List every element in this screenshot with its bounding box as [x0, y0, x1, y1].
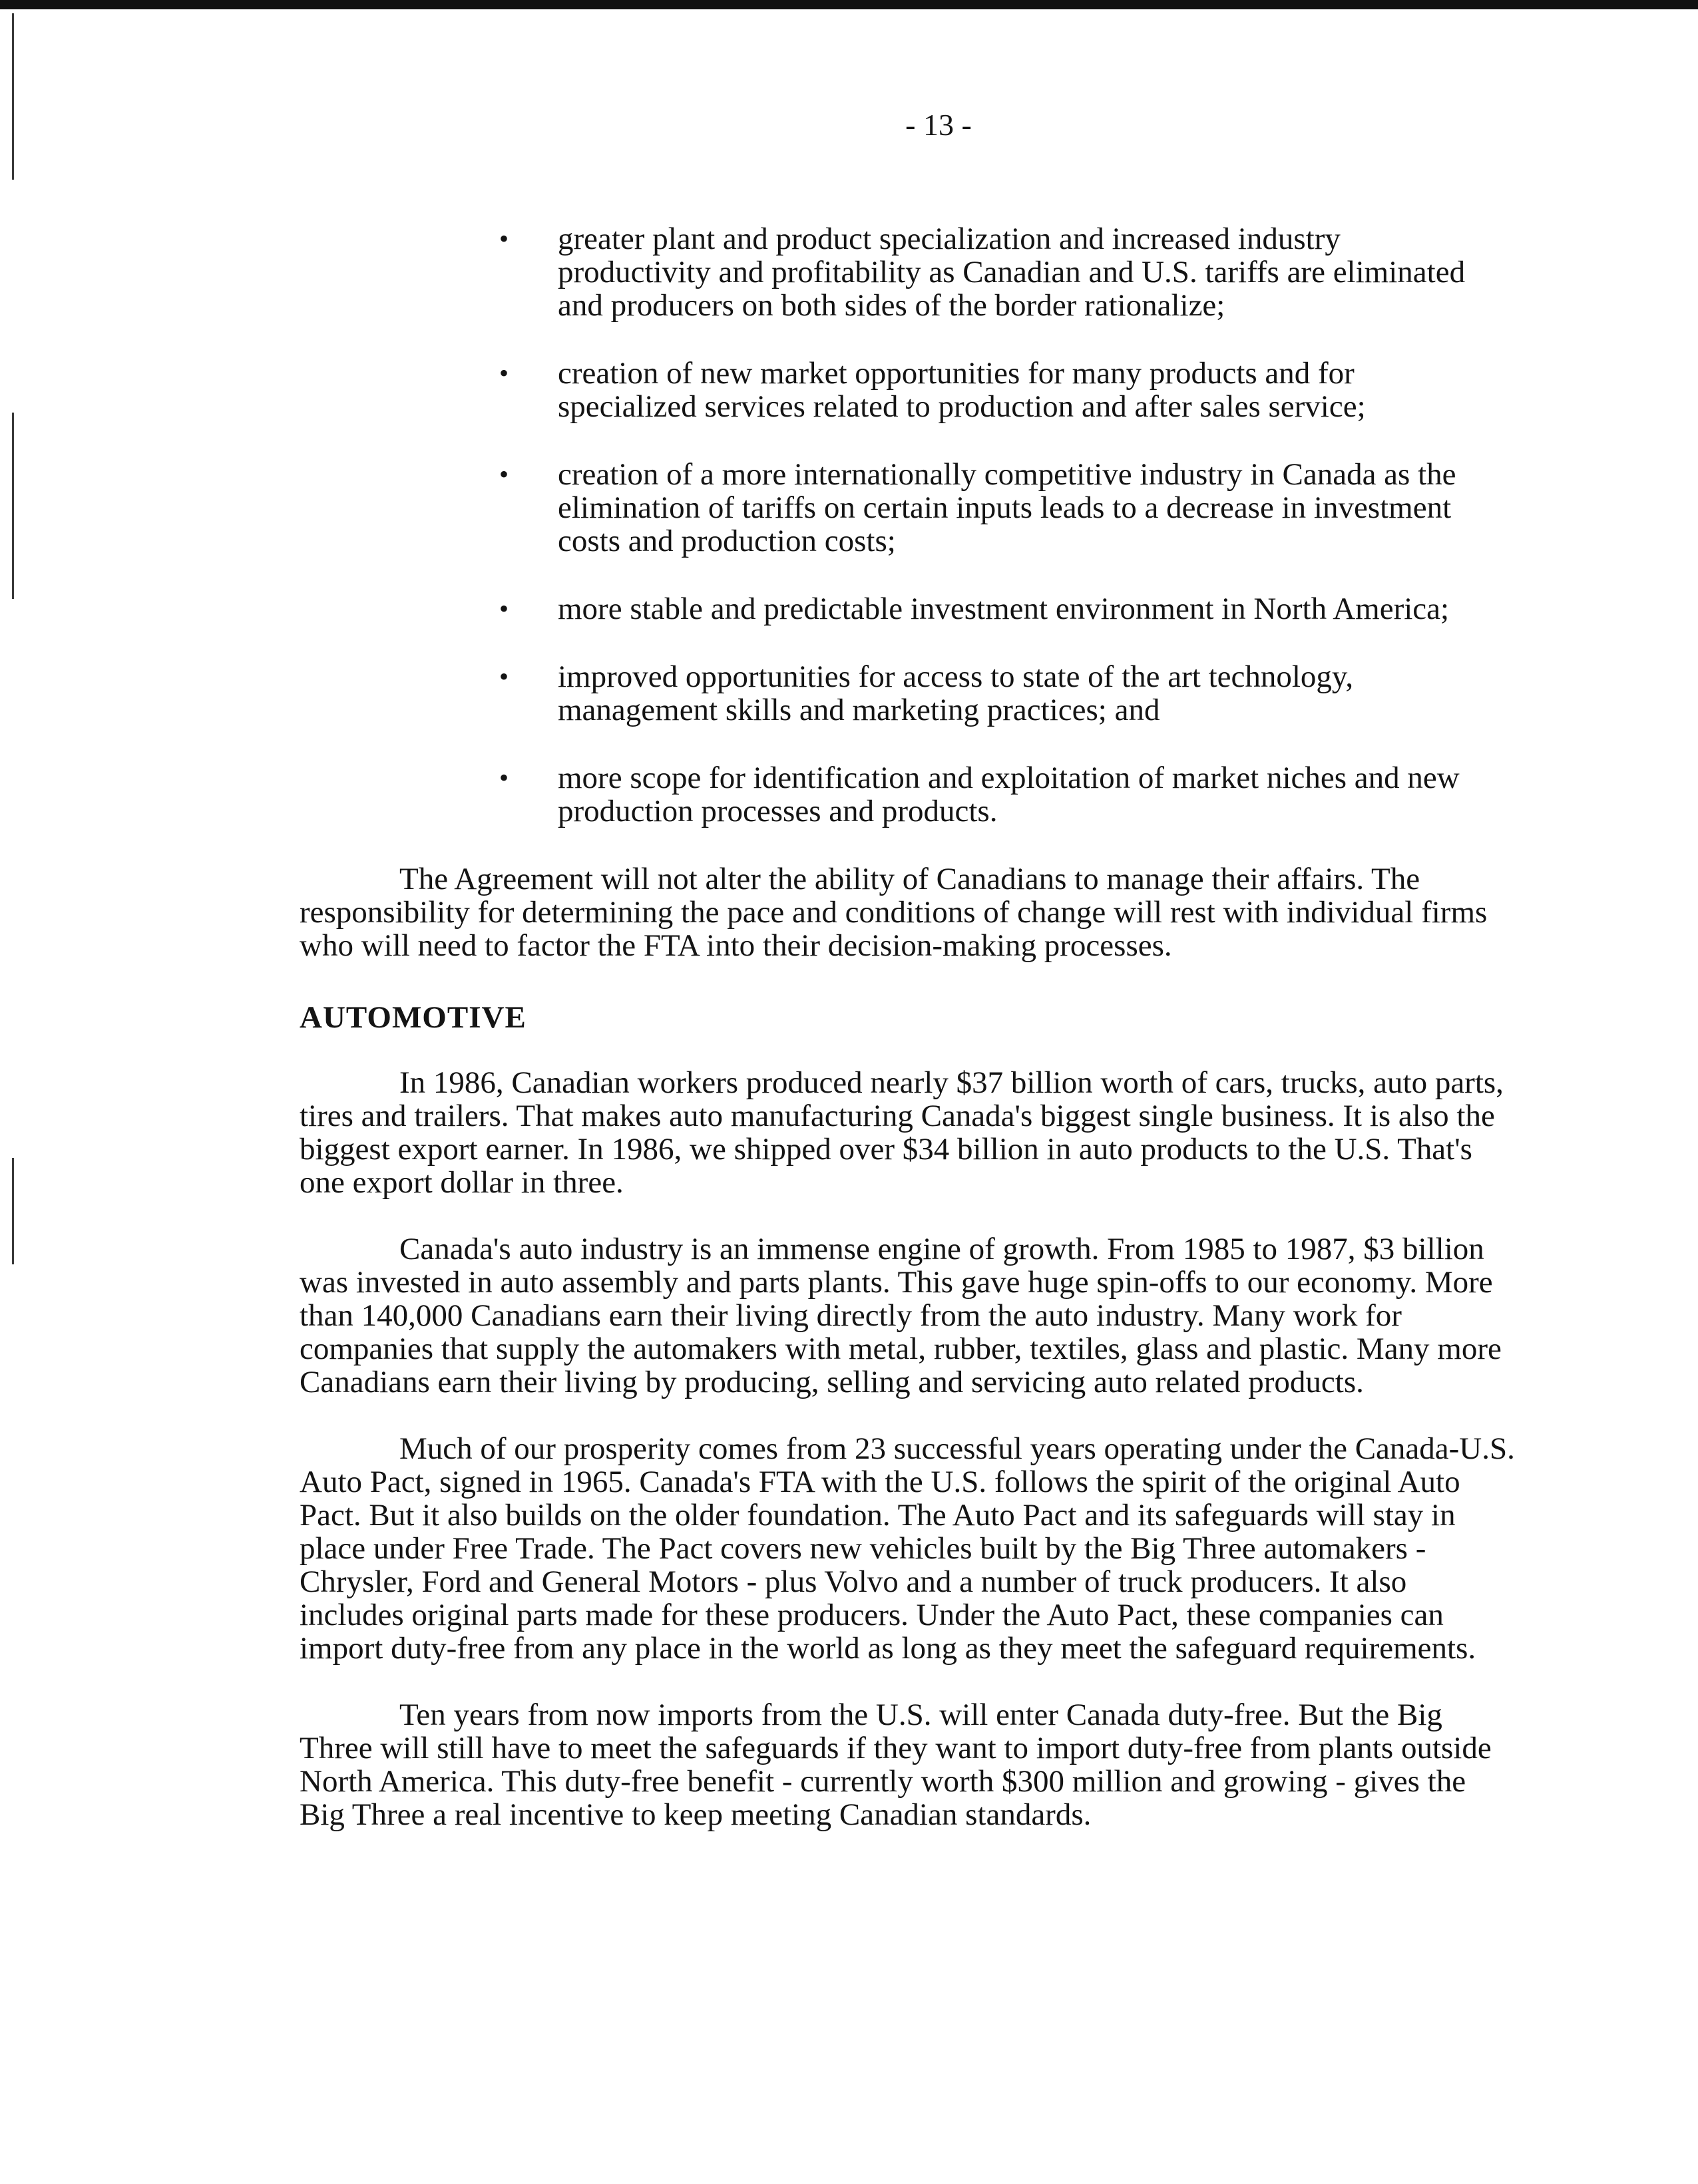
bullet-point-icon: • — [499, 224, 509, 254]
bullet-point-icon: • — [499, 763, 509, 793]
benefits-bullet-list — [300, 222, 1524, 828]
bullet-item — [499, 761, 1476, 828]
bullet-text: improved opportunities for access to state of the art technology, management skills and marketing practices; and — [558, 659, 1354, 727]
body-paragraph: Ten years from now imports from the U.S. will enter Canada duty-free. But the Big Three will still have to meet the safeguards if they want to import duty-free from plants outside North America. This duty-free benefit - currently worth $300 million and growing - gives the Big Three a real incentive to keep meeting Canadian standards. — [300, 1698, 1492, 1832]
document-page — [300, 106, 1524, 1865]
bullet-text: creation of new market opportunities for many products and for specialized services related to production and after sales service; — [558, 356, 1366, 424]
scan-top-border — [0, 0, 1698, 9]
scan-left-margin-line — [12, 13, 14, 180]
page-number: - 13 - — [905, 108, 972, 142]
bullet-text: more scope for identification and exploitation of market niches and new production processes and products. — [558, 761, 1460, 828]
intro-paragraph: The Agreement will not alter the ability of Canadians to manage their affairs. The responsibility for determining the pace and conditions of change will rest with individual firms who will need to factor the FTA into their decision-making processes. — [300, 862, 1488, 963]
bullet-point-icon: • — [499, 661, 509, 691]
bullet-item — [499, 458, 1476, 558]
bullet-point-icon: • — [499, 459, 509, 489]
bullet-item — [499, 357, 1476, 423]
body-paragraph: Canada's auto industry is an immense engine of growth. From 1985 to 1987, $3 billion was invested in auto assembly and parts plants. This gave huge spin-offs to our economy. More than 140,000 Canadians earn their living directly from the auto industry. Many work for companies that supply the automakers with metal, rubber, textiles, glass and plastic. Many more Canadians earn their living by producing, selling and servicing auto related products. — [300, 1232, 1502, 1399]
bullet-text: more stable and predictable investment environment in North America; — [558, 592, 1450, 626]
scan-left-margin-line — [12, 1158, 14, 1264]
section-heading: AUTOMOTIVE — [300, 1000, 527, 1035]
scan-left-margin-line — [12, 413, 14, 599]
bullet-item — [499, 660, 1476, 727]
bullet-text: creation of a more internationally competitive industry in Canada as the elimination of tariffs on certain inputs leads to a decrease in investment costs and production costs; — [558, 457, 1456, 558]
bullet-item — [499, 222, 1476, 322]
bullet-point-icon: • — [499, 358, 509, 388]
bullet-item — [499, 592, 1476, 626]
body-paragraph: Much of our prosperity comes from 23 successful years operating under the Canada-U.S. Auto Pact, signed in 1965. Canada's FTA with the U.S. follows the spirit of the original Auto Pact. But it also builds on the older foundation. The Auto Pact and its safeguards will stay in place under Free Trade. The Pact covers new vehicles built by the Big Three automakers - Chrysler, Ford and General Motors - plus Volvo and a number of truck producers. It also includes original parts made for these producers. Under the Auto Pact, these companies can import duty-free from any place in the world as long as they meet the safeguard requirements. — [300, 1431, 1515, 1666]
bullet-point-icon: • — [499, 594, 509, 624]
body-paragraph: In 1986, Canadian workers produced nearly $37 billion worth of cars, trucks, auto parts, tires and trailers. That makes auto manufacturing Canada's biggest single business. It is also the biggest export earner. In 1986, we shipped over $34 billion in auto products to the U.S. That's one export dollar in three. — [300, 1065, 1504, 1200]
bullet-text: greater plant and product specialization and increased industry productivity and profitability as Canadian and U.S. tariffs are eliminated and producers on both sides of the border rationalize; — [558, 222, 1466, 323]
